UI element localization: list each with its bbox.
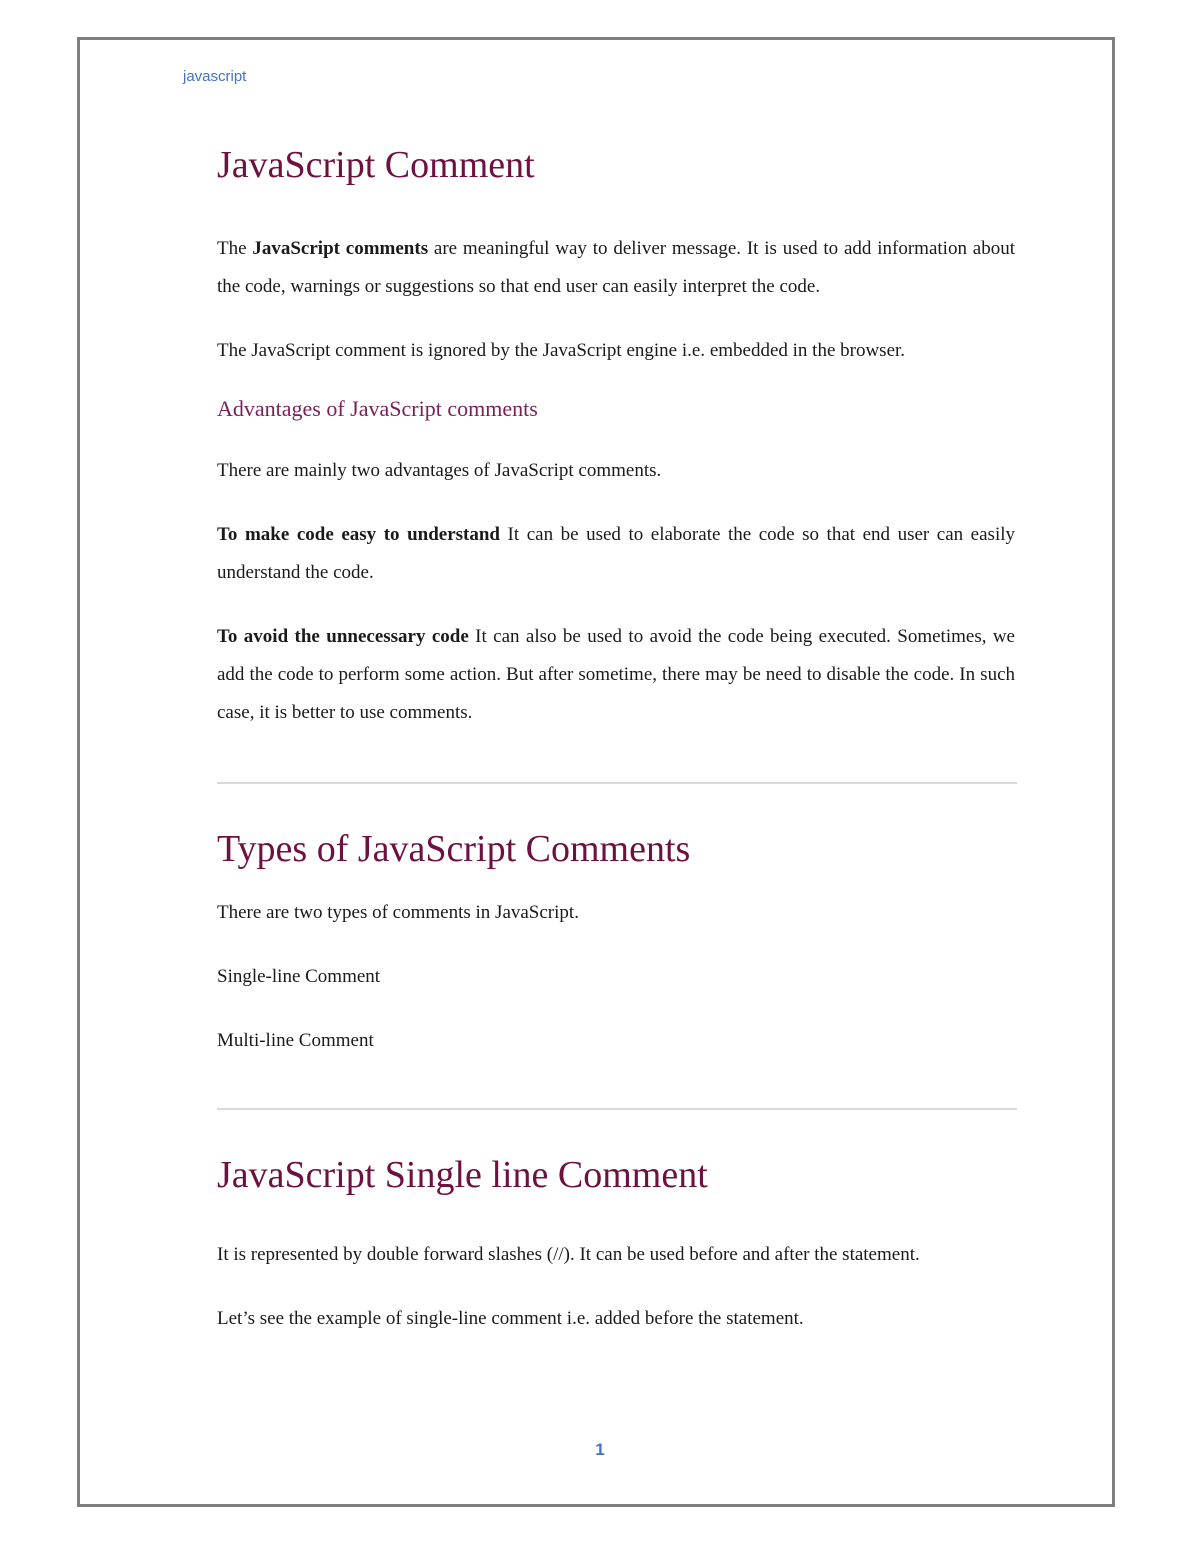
single-line-description: It is represented by double forward slashes (//). It can be used before and after the statement. <box>217 1244 920 1265</box>
advantage-item-avoid-text: It can also be used to avoid the code being executed. Sometimes, we add the code to perform some action. But after sometime, there may be need to disable the code. In such case, it is better to use comments. <box>217 626 1015 723</box>
advantage-item-avoid-bold: To avoid the unnecessary code <box>217 626 469 647</box>
section-title-single-line: JavaScript Single line Comment <box>217 1154 708 1196</box>
advantage-item-understand <box>217 516 1015 592</box>
intro-paragraph <box>217 230 1015 306</box>
intro-prefix: The <box>217 238 253 259</box>
intro-rest: are meaningful way to deliver message. It is used to add information about the code, warnings or suggestions so that end user can easily interpret the code. <box>217 238 1015 297</box>
single-line-example-intro: Let’s see the example of single-line comment i.e. added before the statement. <box>217 1308 804 1329</box>
advantage-item-understand-text: It can be used to elaborate the code so that end user can easily understand the code. <box>217 524 1015 583</box>
advantage-item-avoid <box>217 618 1015 732</box>
section-divider <box>217 782 1017 784</box>
section-title-javascript-comment: JavaScript Comment <box>217 144 535 186</box>
types-item-single-line: Single-line Comment <box>217 966 381 987</box>
page-header: javascript <box>183 68 247 85</box>
types-item-multi-line: Multi-line Comment <box>217 1030 374 1051</box>
section-title-types: Types of JavaScript Comments <box>217 828 691 870</box>
ignored-paragraph: The JavaScript comment is ignored by the JavaScript engine i.e. embedded in the browser. <box>217 340 906 361</box>
page-number: 1 <box>595 1440 605 1459</box>
advantages-intro: There are mainly two advantages of JavaScript comments. <box>217 460 662 481</box>
section-divider <box>217 1108 1017 1110</box>
advantages-heading: Advantages of JavaScript comments <box>217 396 538 421</box>
intro-bold-term: JavaScript comments <box>252 238 429 259</box>
advantage-item-understand-bold: To make code easy to understand <box>217 524 500 545</box>
types-intro: There are two types of comments in JavaScript. <box>217 902 579 923</box>
document-body <box>217 140 1015 1338</box>
